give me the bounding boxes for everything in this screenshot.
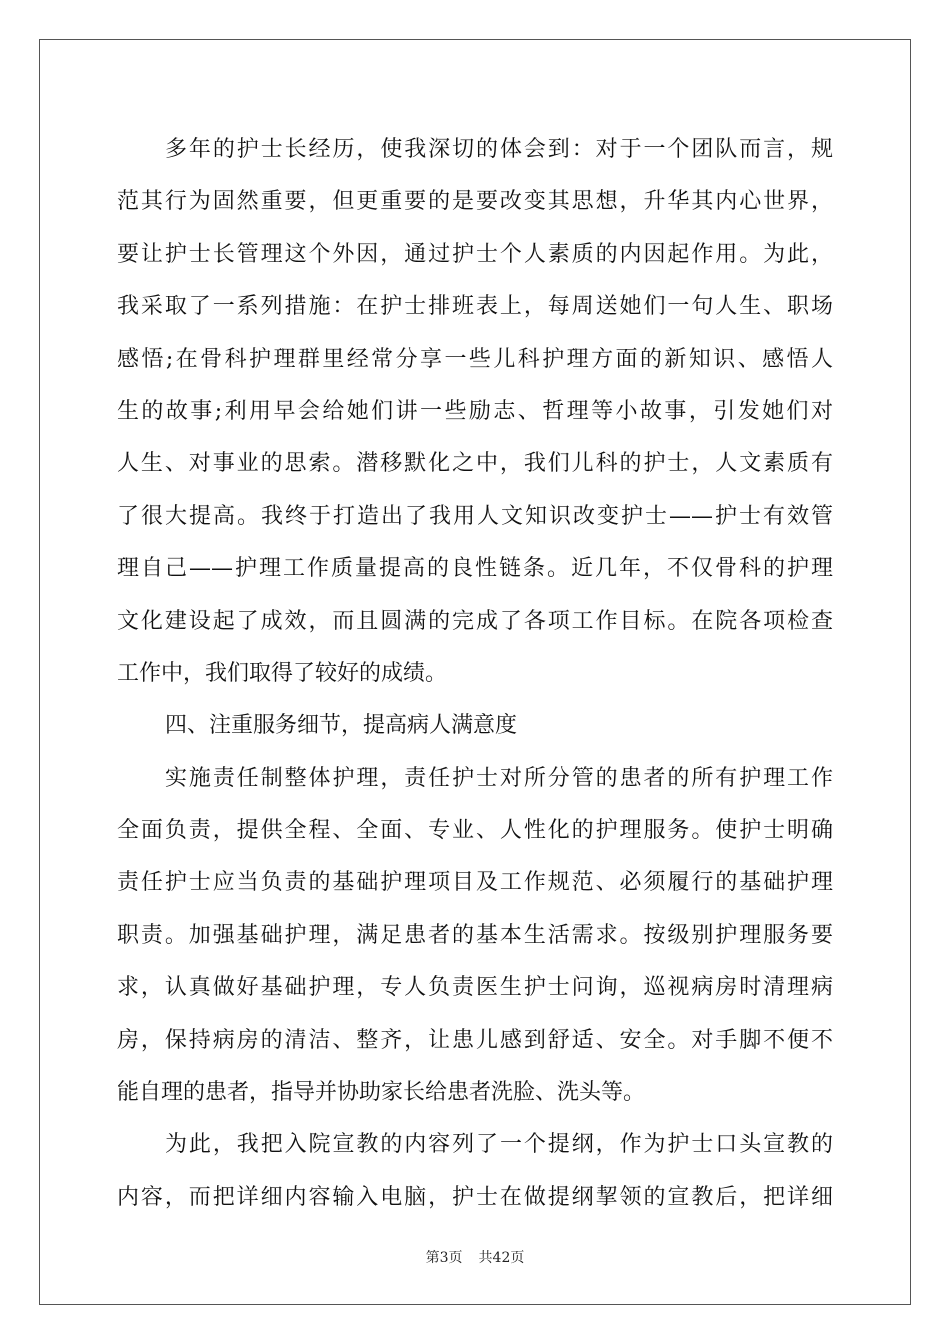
text-line: 全面负责，提供全程、全面、专业、人性化的护理服务。使护士明确 <box>117 818 833 844</box>
text-line: 责任护士应当负责的基础护理项目及工作规范、必须履行的基础护理 <box>117 870 833 896</box>
text-line: 要让护士长管理这个外因，通过护士个人素质的内因起作用。为此， <box>117 241 833 267</box>
text-line: 感悟;在骨科护理群里经常分享一些儿科护理方面的新知识、感悟人 <box>117 346 833 372</box>
text-line: 理自己——护理工作质量提高的良性链条。近几年，不仅骨科的护理 <box>117 556 833 582</box>
page-footer <box>0 1247 950 1267</box>
text-line: 能自理的患者，指导并协助家长给患者洗脸、洗头等。 <box>117 1080 646 1106</box>
text-line: 职责。加强基础护理，满足患者的基本生活需求。按级别护理服务要 <box>117 922 833 948</box>
text-line: 房，保持病房的清洁、整齐，让患儿感到舒适、安全。对手脚不便不 <box>117 1027 833 1053</box>
page-number: 第3页 <box>425 1250 463 1266</box>
text-line: 了很大提高。我终于打造出了我用人文知识改变护士——护士有效管 <box>117 503 833 529</box>
text-line: 四、注重服务细节，提高病人满意度 <box>165 713 518 739</box>
text-line: 多年的护士长经历，使我深切的体会到：对于一个团队而言，规 <box>165 137 833 162</box>
document-body <box>117 124 833 1224</box>
text-line: 范其行为固然重要，但更重要的是要改变其思想，升华其内心世界， <box>117 189 833 215</box>
text-line: 内容，而把详细内容输入电脑，护士在做提纲挈领的宣教后，把详细 <box>117 1184 833 1210</box>
text-line: 我采取了一系列措施：在护士排班表上，每周送她们一句人生、职场 <box>117 294 833 320</box>
text-line: 实施责任制整体护理，责任护士对所分管的患者的所有护理工作 <box>165 765 833 791</box>
text-line: 为此，我把入院宣教的内容列了一个提纲，作为护士口头宣教的 <box>165 1132 833 1158</box>
text-line: 文化建设起了成效，而且圆满的完成了各项工作目标。在院各项检查 <box>117 608 833 634</box>
text-line: 工作中，我们取得了较好的成绩。 <box>117 660 448 686</box>
page-total: 共42页 <box>478 1250 525 1266</box>
text-line: 生的故事;利用早会给她们讲一些励志、哲理等小故事，引发她们对 <box>117 398 833 424</box>
text-line: 人生、对事业的思索。潜移默化之中，我们儿科的护士，人文素质有 <box>117 451 833 477</box>
text-line: 求，认真做好基础护理，专人负责医生护士问询，巡视病房时清理病 <box>117 975 833 1001</box>
